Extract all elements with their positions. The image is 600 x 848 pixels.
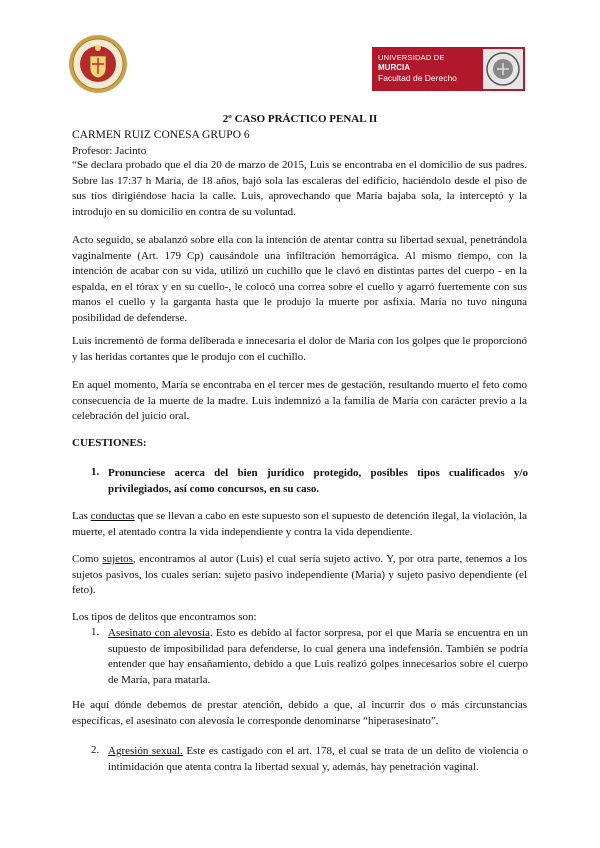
- list-item-1-term: Asesinato con alevosía: [108, 627, 210, 639]
- logo-line-1: UNIVERSIDAD DE: [378, 53, 445, 62]
- list-item-2-text: Este es castigado con el art. 178, el cual se trata de un delito de violencia o intimidación que atenta contra la libertad sexual y, además, hay penetración vaginal.: [108, 745, 528, 773]
- answer-conductas-term: conductas: [90, 510, 135, 522]
- faculty-seal-icon: [483, 49, 523, 89]
- list-item-2: [108, 744, 528, 775]
- answer-sujetos-pre: Como: [72, 553, 103, 565]
- paragraph-2: Acto seguido, se abalanzó sobre ella con la intención de atentar contra su libertad sexual, penetrándola vaginalmente (Art. 179 Cp) causándole una infiltración hemorrágica. Al mismo tiempo, con la intención de acabar con su vida, utilizó un cuchillo que le clavó en distintas partes del cuerpo - en la espalda, en el tórax y en su cuello-, le colocó una correa sobre el cuello y agarró fuertemente con sus manos el cuello y la garganta hasta que le produjo la muerte por asfixia. María no tuvo ninguna posibilidad de defenderse.: [72, 234, 527, 324]
- list-item-2-number: 2.: [91, 744, 100, 756]
- faculty-logo: [372, 47, 525, 91]
- list-item-1-number: 1.: [91, 626, 100, 638]
- answer-sujetos-post: , encontramos al autor (Luis) el cual sería sujeto activo. Y, por otra parte, tenemos a los sujetos pasivos, los cuales serían: sujeto pasivo independiente (María) y sujeto pasivo dependiente (el feto).: [72, 553, 527, 596]
- answer-tipos-intro: Los tipos de delitos que encontramos son:: [72, 611, 257, 623]
- logo-line-3: Facultad de Derecho: [378, 73, 457, 83]
- answer-conductas-pre: Las: [72, 510, 91, 522]
- answer-conductas: [72, 509, 527, 540]
- paragraph-4: En aquel momento, María se encontraba en el tercer mes de gestación, resultando muerto el feto como consecuencia de la muerte de la madre. Luis indemnizó a la familia de María con carácter previo a la celebración del juicio oral.: [72, 379, 527, 422]
- author-line: CARMEN RUIZ CONESA GRUPO 6: [72, 129, 250, 141]
- logo-line-2: MURCIA: [378, 63, 410, 72]
- list-item-1-text: . Esto es debido al factor sorpresa, por el que María se encuentra en un supuesto de imposibilidad para defenderse, lo cual genera una indefensión. También se podría entender que hay ensañamiento, debido a que Luis realizó golpes innecesarios sobre el cuerpo de María, para matarla.: [108, 627, 528, 686]
- question-1-text: Pronunciese acerca del bien jurídico protegido, posibles tipos cualificados y/o privilegiados, así como concursos, en su caso.: [108, 467, 528, 495]
- answer-conductas-post: que se llevan a cabo en este supuesto son el supuesto de detención ilegal, la violación, la muerte, el atentado contra la vida independiente y contra la vida dependiente.: [72, 510, 527, 538]
- list-item-1: [108, 626, 528, 688]
- paragraph-3: Luis incrementó de forma deliberada e innecesaria el dolor de María con los golpes que le proporcionó y las heridas cortantes que le produjo con el cuchillo.: [72, 335, 527, 363]
- cuestiones-heading: CUESTIONES:: [72, 437, 147, 449]
- question-1-number: 1.: [91, 466, 100, 478]
- answer-sujetos: [72, 552, 527, 599]
- document-title: 2º CASO PRÁCTICO PENAL II: [222, 113, 378, 125]
- answer-hiperasesinato: He aquí dónde debemos de prestar atención, debido a que, al incurrir dos o más circunstancias específicas, el asesinato con alevosía le corresponde denominarse “hiperasesinato”.: [72, 699, 527, 727]
- list-item-2-term: Agresión sexual.: [108, 745, 183, 757]
- answer-sujetos-term: sujetos: [102, 553, 133, 565]
- paragraph-1: “Se declara probado que el día 20 de marzo de 2015, Luis se encontraba en el domicilio de sus padres. Sobre las 17:37 h María, de 18 años, bajó sola las escaleras del edificio, haciéndolo desde el piso de sus tíos dirigiéndose hacia la calle. Luis, aprovechando que María bajaba sola, la interceptó y la introdujo en su domicilio en contra de su voluntad.: [72, 159, 527, 218]
- professor-line: Profesor: Jacinto: [72, 145, 147, 157]
- university-seal-logo: [68, 34, 128, 94]
